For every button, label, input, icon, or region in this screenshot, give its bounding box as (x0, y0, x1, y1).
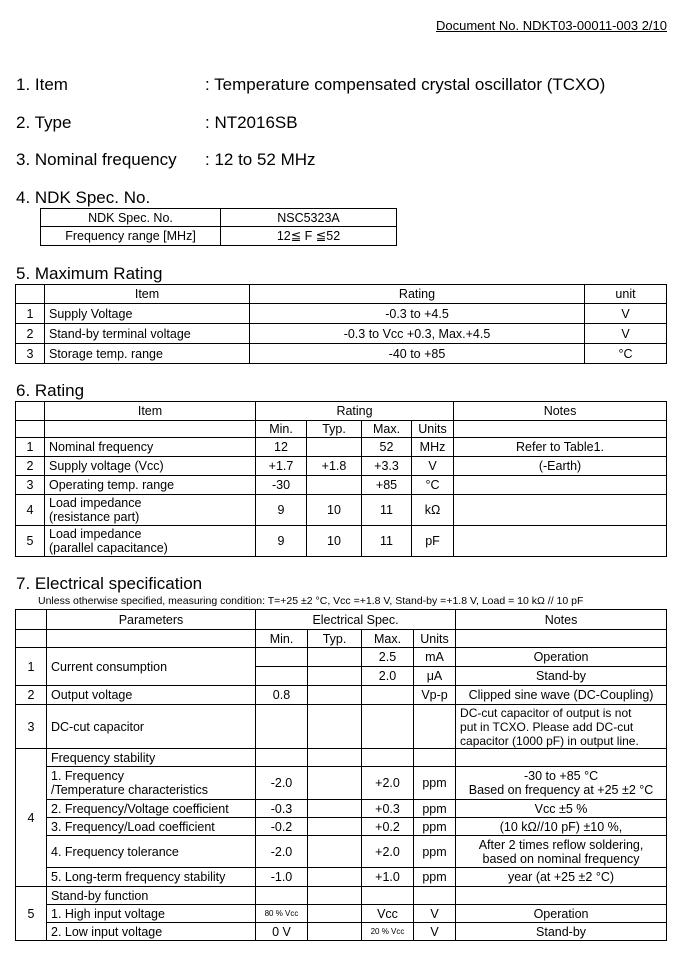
table-cell: 2.0 (362, 667, 414, 686)
table-cell (47, 630, 256, 648)
table-cell: (10 kΩ//10 pF) ±10 %, (456, 818, 667, 836)
table-cell: μA (414, 667, 456, 686)
table-cell: -0.3 (256, 800, 308, 818)
table-cell: 5. Long-term frequency stability (47, 868, 256, 887)
table-cell: V (412, 457, 454, 476)
table-cell: -0.3 to Vcc +0.3, Max.+4.5 (250, 324, 585, 344)
table-row (16, 324, 667, 344)
table-cell (16, 421, 45, 438)
table-cell: ppm (414, 836, 456, 868)
row-number: 1 (16, 648, 47, 686)
table-header: Units (412, 421, 454, 438)
section-title-ndk-spec: 4. NDK Spec. No. (16, 188, 151, 207)
row-number: 4 (16, 749, 47, 887)
table-cell (308, 667, 362, 686)
table-row (16, 868, 667, 887)
table-cell (414, 749, 456, 767)
cell-line: Load impedance (49, 496, 142, 510)
table-cell (456, 767, 667, 800)
table-cell: Clipped sine wave (DC-Coupling) (456, 686, 667, 705)
table-header: Item (45, 402, 256, 421)
table-cell: 52 (362, 438, 412, 457)
table-cell (308, 648, 362, 667)
table-header: Electrical Spec. (256, 610, 456, 630)
table-header: Typ. (308, 630, 362, 648)
ndk-spec-table (40, 208, 397, 246)
cell-line: 1. Frequency (51, 769, 124, 783)
cell-line: put in TCXO. Please add DC-cut (460, 719, 634, 734)
table-row (16, 304, 667, 324)
table-cell (308, 818, 362, 836)
table-cell (362, 686, 414, 705)
table-cell: +1.0 (362, 868, 414, 887)
row-number: 2 (16, 457, 45, 476)
electrical-spec-table (15, 609, 667, 941)
table-cell (362, 887, 414, 905)
cell-line: (resistance part) (49, 510, 140, 524)
table-cell (308, 868, 362, 887)
table-cell: -0.2 (256, 818, 308, 836)
table-cell: °C (585, 344, 667, 364)
table-cell: Stand-by (456, 667, 667, 686)
table-cell: Vp-p (414, 686, 456, 705)
table-row (16, 767, 667, 800)
table-cell (16, 610, 47, 630)
cell-line: /Temperature characteristics (51, 783, 209, 797)
table-cell (16, 285, 45, 304)
table-cell (45, 526, 256, 557)
table-cell: 0 V (256, 923, 308, 941)
table-cell (47, 767, 256, 800)
row-number: 4 (16, 495, 45, 526)
row-number: 1 (16, 304, 45, 324)
table-cell: +0.2 (362, 818, 414, 836)
table-cell (362, 705, 414, 749)
table-cell (256, 887, 308, 905)
document-number: Document No. NDKT03-00011-003 2/10 (436, 18, 667, 33)
row-number: 1 (16, 438, 45, 457)
table-row (16, 800, 667, 818)
table-cell: 10 (307, 495, 362, 526)
table-cell: 11 (362, 495, 412, 526)
table-cell: 2.5 (362, 648, 414, 667)
table-cell: kΩ (412, 495, 454, 526)
table-cell: Vcc ±5 % (456, 800, 667, 818)
table-cell: Frequency stability (47, 749, 256, 767)
table-cell: MHz (412, 438, 454, 457)
table-row (16, 887, 667, 905)
table-cell: 2. Low input voltage (47, 923, 256, 941)
table-cell: 0.8 (256, 686, 308, 705)
table-cell (307, 438, 362, 457)
table-cell: DC-cut capacitor (47, 705, 256, 749)
cell-line: (parallel capacitance) (49, 541, 168, 555)
cell-line: -30 to +85 °C (523, 769, 599, 783)
table-cell (454, 495, 667, 526)
table-cell: -40 to +85 (250, 344, 585, 364)
table-row (16, 818, 667, 836)
table-cell (256, 667, 308, 686)
row-number: 3 (16, 344, 45, 364)
table-cell: NDK Spec. No. (41, 209, 221, 227)
table-cell: 20 % Vcc (362, 923, 414, 941)
table-cell: V (585, 324, 667, 344)
section-label: 1. Item (16, 75, 68, 94)
table-header: Max. (362, 421, 412, 438)
section-value: : Temperature compensated crystal oscillator (TCXO) (205, 75, 606, 94)
table-cell: Operation (456, 905, 667, 923)
table-cell: Nominal frequency (45, 438, 256, 457)
table-cell: +3.3 (362, 457, 412, 476)
table-cell: Stand-by (456, 923, 667, 941)
section-title-rating: 6. Rating (16, 381, 85, 400)
table-cell (256, 705, 308, 749)
table-cell: 10 (307, 526, 362, 557)
cell-line: After 2 times reflow soldering, (478, 837, 644, 852)
table-cell (45, 421, 256, 438)
table-cell (454, 526, 667, 557)
table-header: Parameters (47, 610, 256, 630)
table-cell (308, 749, 362, 767)
section-value: : NT2016SB (205, 113, 298, 132)
table-header: Item (45, 285, 250, 304)
table-cell: mA (414, 648, 456, 667)
table-cell: -0.3 to +4.5 (250, 304, 585, 324)
table-cell: +1.8 (307, 457, 362, 476)
table-row (16, 923, 667, 941)
table-cell (456, 749, 667, 767)
table-cell: -2.0 (256, 767, 308, 800)
table-cell: V (414, 905, 456, 923)
table-cell (16, 402, 45, 421)
table-cell: Vcc (362, 905, 414, 923)
section-value: : 12 to 52 MHz (205, 150, 316, 169)
table-row (16, 648, 667, 667)
table-cell (362, 749, 414, 767)
table-row (16, 749, 667, 767)
table-cell: ppm (414, 868, 456, 887)
table-cell: pF (412, 526, 454, 557)
rating-table (15, 401, 667, 557)
table-row (16, 905, 667, 923)
table-cell (256, 749, 308, 767)
section-title-electrical: 7. Electrical specification (16, 574, 203, 593)
table-header: Rating (256, 402, 454, 421)
table-header: Max. (362, 630, 414, 648)
table-cell: Stand-by function (47, 887, 256, 905)
cell-line: Based on frequency at +25 ±2 °C (468, 783, 654, 797)
row-number: 3 (16, 476, 45, 495)
table-cell: 2. Frequency/Voltage coefficient (47, 800, 256, 818)
table-cell: Current consumption (47, 648, 256, 686)
cell-line: capacitor (1000 pF) in output line. (460, 733, 639, 748)
table-cell: Operation (456, 648, 667, 667)
row-number: 3 (16, 705, 47, 749)
table-cell: Storage temp. range (45, 344, 250, 364)
table-cell (454, 421, 667, 438)
table-cell (454, 476, 667, 495)
table-cell: ppm (414, 767, 456, 800)
table-cell (45, 495, 256, 526)
table-row (16, 457, 667, 476)
table-cell: V (585, 304, 667, 324)
table-cell: -30 (256, 476, 307, 495)
table-cell (456, 887, 667, 905)
table-row (16, 836, 667, 868)
table-cell (414, 887, 456, 905)
table-cell: Supply voltage (Vcc) (45, 457, 256, 476)
cell-line: DC-cut capacitor of output is not (460, 705, 632, 720)
table-row (16, 705, 667, 749)
table-cell: +2.0 (362, 836, 414, 868)
row-number: 5 (16, 887, 47, 941)
table-cell: +1.7 (256, 457, 307, 476)
table-cell: Frequency range [MHz] (41, 227, 221, 246)
table-cell (456, 630, 667, 648)
table-header: Typ. (307, 421, 362, 438)
table-row (16, 495, 667, 526)
measuring-condition: Unless otherwise specified, measuring condition: T=+25 ±2 °C, Vcc =+1.8 V, Stand-by =+1.8 V, Load = 10 kΩ // 10 pF (38, 595, 584, 607)
table-cell: 9 (256, 526, 307, 557)
cell-line: based on nominal frequency (482, 851, 640, 866)
table-cell: 12 (256, 438, 307, 457)
table-header: Units (414, 630, 456, 648)
row-number: 5 (16, 526, 45, 557)
table-header: Rating (250, 285, 585, 304)
section-type (16, 113, 298, 133)
section-label: 3. Nominal frequency (16, 150, 177, 169)
table-cell: +0.3 (362, 800, 414, 818)
table-cell (308, 887, 362, 905)
table-cell: 4. Frequency tolerance (47, 836, 256, 868)
table-cell (16, 630, 47, 648)
table-header: unit (585, 285, 667, 304)
table-cell (308, 767, 362, 800)
table-cell (456, 705, 667, 749)
table-cell (414, 705, 456, 749)
table-cell: Operating temp. range (45, 476, 256, 495)
section-title-max-rating: 5. Maximum Rating (16, 264, 163, 283)
table-cell (308, 800, 362, 818)
table-cell: 80 % Vcc (256, 905, 308, 923)
table-cell: year (at +25 ±2 °C) (456, 868, 667, 887)
table-cell: (-Earth) (454, 457, 667, 476)
cell-line: Load impedance (49, 527, 142, 541)
table-cell: +2.0 (362, 767, 414, 800)
table-cell: -1.0 (256, 868, 308, 887)
table-cell (308, 923, 362, 941)
table-cell: +85 (362, 476, 412, 495)
table-cell: ppm (414, 818, 456, 836)
table-cell: 11 (362, 526, 412, 557)
table-cell: Output voltage (47, 686, 256, 705)
table-header: Notes (456, 610, 667, 630)
table-cell (308, 686, 362, 705)
row-number: 2 (16, 324, 45, 344)
table-row (16, 686, 667, 705)
table-row (16, 344, 667, 364)
table-cell: 3. Frequency/Load coefficient (47, 818, 256, 836)
section-nominal-frequency (16, 150, 316, 170)
table-cell (308, 705, 362, 749)
table-cell: NSC5323A (221, 209, 397, 227)
table-cell (308, 905, 362, 923)
max-rating-table (15, 284, 667, 364)
table-cell (307, 476, 362, 495)
section-item (16, 75, 606, 95)
table-cell (308, 836, 362, 868)
table-cell: Supply Voltage (45, 304, 250, 324)
table-header: Notes (454, 402, 667, 421)
table-row (16, 526, 667, 557)
table-cell: 9 (256, 495, 307, 526)
table-cell: 1. High input voltage (47, 905, 256, 923)
row-number: 2 (16, 686, 47, 705)
table-cell (256, 648, 308, 667)
table-row (16, 476, 667, 495)
table-cell: -2.0 (256, 836, 308, 868)
table-cell: Refer to Table1. (454, 438, 667, 457)
table-cell: °C (412, 476, 454, 495)
table-cell (456, 836, 667, 868)
table-row (16, 438, 667, 457)
table-cell: Stand-by terminal voltage (45, 324, 250, 344)
table-cell: 12≦ F ≦52 (221, 227, 397, 246)
table-cell: ppm (414, 800, 456, 818)
section-label: 2. Type (16, 113, 72, 132)
table-header: Min. (256, 630, 308, 648)
table-header: Min. (256, 421, 307, 438)
table-cell: V (414, 923, 456, 941)
